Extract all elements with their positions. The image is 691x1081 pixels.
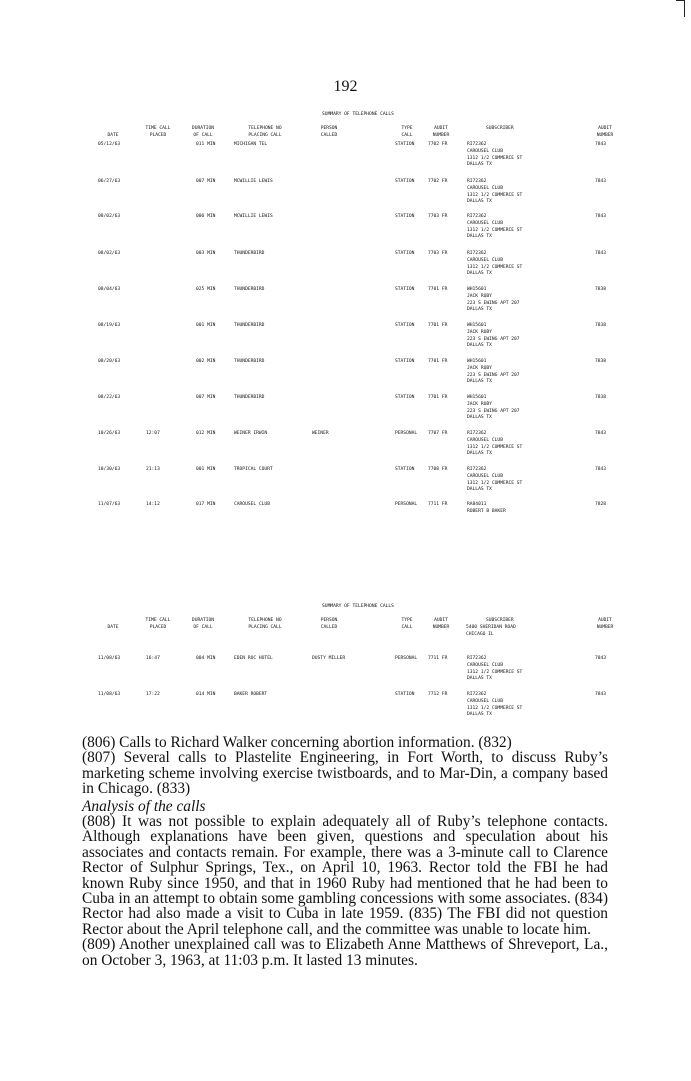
column-header-line: SUBSCRIBER xyxy=(486,126,514,131)
cell-type: STATION xyxy=(395,214,415,219)
column-header-line: OF CALL xyxy=(193,624,213,630)
cell-date: 08/04/63 xyxy=(98,287,121,292)
cell-duration: 012 MIN xyxy=(196,431,216,436)
subscriber-line: DALLAS TX xyxy=(467,379,492,385)
cell-time: 17:22 xyxy=(146,692,160,697)
cell-date: 08/02/63 xyxy=(98,214,121,219)
cell-duration: 017 MIN xyxy=(196,502,216,507)
table-caption: SUMMARY OF TELEPHONE CALLS xyxy=(322,604,394,609)
column-header-audit2 xyxy=(592,126,618,140)
subscriber-line: DALLAS TX xyxy=(467,162,492,168)
subscriber-line: DALLAS TX xyxy=(467,271,492,277)
cell-audit2: 7838 xyxy=(595,287,607,292)
cell-duration: 011 MIN xyxy=(196,142,216,147)
cell-audit: 7701 FR xyxy=(428,395,448,400)
subscriber-line: DALLAS TX xyxy=(467,199,492,205)
cell-audit: 7703 FR xyxy=(428,214,448,219)
column-header-line: TYPE xyxy=(401,126,413,131)
subscriber-line: RA84011 xyxy=(467,502,487,507)
paragraph-808: (808) It was not possible to explain adequately all of Ruby’s telephone contacts. Although explanations have been given, questions and speculation about his associates and contacts remain. For example, there was a 3-minute call to Clarence Rector of Sulphur Springs, Tex., on April 10, 1963. Rector told the FBI he had known Ruby since 1950, and that in 1960 Ruby had mentioned that he had been to Cuba in an attempt to obtain some gambling concessions with some associates. (834) Rector had also made a visit to Cuba in late 1959. (835) The FBI did not question Rector about the April telephone call, and the committee was unable to locate him. xyxy=(82,813,608,938)
cell-audit: 7702 FR xyxy=(428,142,448,147)
page-corner-mark xyxy=(676,0,685,17)
column-header-telephone xyxy=(234,126,296,140)
subscriber-line: 1312 1/2 COMMERCE ST xyxy=(467,669,523,675)
subscriber-line: DALLAS TX xyxy=(467,415,492,421)
cell-duration: 007 MIN xyxy=(196,395,216,400)
cell-type: STATION xyxy=(395,179,415,184)
body-text xyxy=(82,735,608,968)
cell-duration: 004 MIN xyxy=(196,656,216,661)
cell-telephone: MICHIGAN TEL xyxy=(234,142,268,147)
subscriber-line: 223 S EWING APT 207 xyxy=(467,300,520,306)
column-header-line: TELEPHONE NO xyxy=(248,618,282,623)
column-header-line: DATE xyxy=(107,132,119,138)
cell-type: STATION xyxy=(395,359,415,364)
column-header-line: TYPE xyxy=(401,618,413,623)
column-header-line: CALLED xyxy=(320,624,338,630)
cell-telephone: THUNDERBIRD xyxy=(234,287,265,292)
cell-subscriber xyxy=(467,692,522,719)
subscriber-line: DALLAS TX xyxy=(467,343,492,349)
subscriber-line: JACK RUBY xyxy=(467,401,492,407)
cell-type: STATION xyxy=(395,251,415,256)
subscriber-line: 223 S EWING APT 207 xyxy=(467,408,520,414)
cell-audit: 7711 FR xyxy=(428,502,448,507)
cell-telephone: THUNDERBIRD xyxy=(234,323,265,328)
cell-telephone: BAKER ROBERT xyxy=(234,692,268,697)
column-header-audit xyxy=(428,126,454,140)
cell-audit2: 7838 xyxy=(595,395,607,400)
column-header-subscriber xyxy=(486,126,596,133)
column-header-line: AUDIT xyxy=(434,618,448,623)
cell-time: 21:13 xyxy=(146,467,160,472)
cell-subscriber xyxy=(467,656,522,683)
cell-duration: 003 MIN xyxy=(196,251,216,256)
subscriber-line: RI72362 xyxy=(467,251,487,256)
cell-telephone: EDEN ROC HOTEL xyxy=(234,656,273,661)
subscriber-line: RI72362 xyxy=(467,692,487,697)
subscriber-line: DALLAS TX xyxy=(467,676,492,682)
cell-date: 10/26/63 xyxy=(98,431,121,436)
column-header-audit xyxy=(428,618,454,632)
cell-subscriber xyxy=(467,431,522,458)
cell-telephone: MCWILLIE LEWIS xyxy=(234,214,273,219)
cell-audit: 7711 FR xyxy=(428,656,448,661)
cell-audit2: 7838 xyxy=(595,359,607,364)
cell-time: 12:07 xyxy=(146,431,160,436)
cell-date: 08/20/63 xyxy=(98,359,121,364)
cell-type: STATION xyxy=(395,395,415,400)
column-header-line: 5400 SHERIDAN ROAD xyxy=(466,624,516,630)
column-header-line: TELEPHONE NO xyxy=(248,126,282,131)
column-header-line: DATE xyxy=(107,624,119,630)
cell-person: WEINER xyxy=(312,431,329,436)
cell-type: PERSONAL xyxy=(395,431,418,436)
subscriber-line: RI72362 xyxy=(467,656,487,661)
cell-duration: 001 MIN xyxy=(196,323,216,328)
cell-type: STATION xyxy=(395,323,415,328)
subscriber-line: WH15601 xyxy=(467,395,487,400)
column-header-line: AUDIT xyxy=(598,618,612,623)
column-header-line: PERSON xyxy=(320,618,338,623)
telephone-calls-table-2 xyxy=(98,604,618,724)
paragraph-807: (807) Several calls to Plastelite Engineering, in Fort Worth, to discuss Ruby’s marketing scheme involving exercise twistboards, and to Mar-Din, a company based in Chicago. (833) xyxy=(82,749,608,798)
cell-date: 11/07/63 xyxy=(98,502,121,507)
column-header-line: PLACING CALL xyxy=(248,132,282,138)
cell-type: STATION xyxy=(395,287,415,292)
column-header-line: DURATION xyxy=(191,618,215,623)
column-header-person xyxy=(310,618,348,632)
cell-duration: 007 MIN xyxy=(196,179,216,184)
subscriber-line: CAROUSEL CLUB xyxy=(467,185,503,191)
subscriber-line: RI72362 xyxy=(467,142,487,147)
column-header-time xyxy=(144,618,172,632)
column-header-line: CALLED xyxy=(320,132,338,138)
subscriber-line: JACK RUBY xyxy=(467,365,492,371)
cell-date: 11/08/63 xyxy=(98,656,121,661)
column-header-line: CALL xyxy=(401,132,413,138)
column-header-type xyxy=(394,618,420,632)
cell-subscriber xyxy=(467,287,520,314)
column-header-line: NUMBER xyxy=(432,132,450,138)
cell-audit2: 7843 xyxy=(595,214,607,219)
column-header-duration xyxy=(188,126,218,140)
cell-telephone: TROPICAL COURT xyxy=(234,467,273,472)
cell-telephone: CAROUSEL CLUB xyxy=(234,502,270,507)
column-header-line: NUMBER xyxy=(432,624,450,630)
cell-audit2: 7843 xyxy=(595,179,607,184)
cell-audit2: 7838 xyxy=(595,323,607,328)
cell-audit2: 7843 xyxy=(595,467,607,472)
cell-audit: 7702 FR xyxy=(428,179,448,184)
cell-subscriber xyxy=(467,251,522,278)
cell-date: 10/30/63 xyxy=(98,467,121,472)
column-header-line: CALL xyxy=(401,624,413,630)
subscriber-line: DALLAS TX xyxy=(467,234,492,240)
cell-telephone: THUNDERBIRD xyxy=(234,395,265,400)
cell-type: PERSONAL xyxy=(395,502,418,507)
column-header-line: SUBSCRIBER xyxy=(486,618,514,623)
cell-audit2: 7843 xyxy=(595,656,607,661)
column-header-line: AUDIT xyxy=(434,126,448,131)
column-header-subscriber xyxy=(466,618,596,638)
subscriber-line: DALLAS TX xyxy=(467,487,492,493)
cell-telephone: WEINER IRWIN xyxy=(234,431,268,436)
cell-duration: 002 MIN xyxy=(196,359,216,364)
cell-audit2: 7843 xyxy=(595,251,607,256)
subscriber-line: CAROUSEL CLUB xyxy=(467,148,503,154)
paragraph-809: (809) Another unexplained call was to Elizabeth Anne Matthews of Shreveport, La., on October 3, 1963, at 11:03 p.m. It lasted 13 minutes. xyxy=(82,936,608,969)
section-heading: Analysis of the calls xyxy=(82,797,206,815)
column-header-duration xyxy=(188,618,218,632)
column-header-type xyxy=(394,126,420,140)
cell-date: 08/19/63 xyxy=(98,323,121,328)
cell-audit: 7707 FR xyxy=(428,431,448,436)
cell-type: PERSONAL xyxy=(395,656,418,661)
subscriber-line: DALLAS TX xyxy=(467,451,492,457)
cell-audit: 7701 FR xyxy=(428,287,448,292)
cell-telephone: THUNDERBIRD xyxy=(234,359,265,364)
column-header-line: AUDIT xyxy=(598,126,612,131)
column-header-line: PERSON xyxy=(320,126,338,131)
telephone-calls-table-1 xyxy=(98,112,618,522)
subscriber-line: CAROUSEL CLUB xyxy=(467,473,503,479)
column-header-audit2 xyxy=(592,618,618,632)
subscriber-line: RI72362 xyxy=(467,431,487,436)
page-number: 192 xyxy=(333,78,358,95)
subscriber-line: 1312 1/2 COMMERCE ST xyxy=(467,480,523,486)
cell-subscriber xyxy=(467,359,520,386)
cell-audit: 7708 FR xyxy=(428,467,448,472)
column-header-line: TIME CALL xyxy=(145,618,171,623)
cell-duration: 006 MIN xyxy=(196,214,216,219)
subscriber-line: 1312 1/2 COMMERCE ST xyxy=(467,155,523,161)
column-header-line: PLACING CALL xyxy=(248,624,282,630)
column-header-line: CHICAGO IL xyxy=(466,631,494,637)
column-header-person xyxy=(310,126,348,140)
cell-date: 05/12/63 xyxy=(98,142,121,147)
subscriber-line: CAROUSEL CLUB xyxy=(467,698,503,704)
cell-subscriber xyxy=(467,467,522,494)
subscriber-line: RI72362 xyxy=(467,179,487,184)
cell-time: 14:12 xyxy=(146,502,160,507)
subscriber-line: RI72362 xyxy=(467,467,487,472)
cell-audit2: 7843 xyxy=(595,692,607,697)
column-header-telephone xyxy=(234,618,296,632)
cell-subscriber xyxy=(467,142,522,169)
table-caption: SUMMARY OF TELEPHONE CALLS xyxy=(322,112,394,117)
column-header-line: OF CALL xyxy=(193,132,213,138)
cell-date: 08/02/63 xyxy=(98,251,121,256)
cell-date: 11/08/63 xyxy=(98,692,121,697)
column-header-line: PLACED xyxy=(149,624,167,630)
subscriber-line: DALLAS TX xyxy=(467,307,492,313)
subscriber-line: 1312 1/2 COMMERCE ST xyxy=(467,264,523,270)
subscriber-line: DALLAS TX xyxy=(467,712,492,718)
column-header-line: NUMBER xyxy=(596,624,614,630)
column-header-line: NUMBER xyxy=(596,132,614,138)
column-header-line: DURATION xyxy=(191,126,215,131)
cell-time: 16:47 xyxy=(146,656,160,661)
cell-subscriber xyxy=(467,323,520,350)
subscriber-line: 1312 1/2 COMMERCE ST xyxy=(467,444,523,450)
subscriber-line: WH15601 xyxy=(467,323,487,328)
cell-audit: 7701 FR xyxy=(428,359,448,364)
cell-audit2: 7828 xyxy=(595,502,607,507)
subscriber-line: 1312 1/2 COMMERCE ST xyxy=(467,192,523,198)
subscriber-line: WH15601 xyxy=(467,359,487,364)
cell-audit2: 7843 xyxy=(595,142,607,147)
cell-audit2: 7843 xyxy=(595,431,607,436)
cell-duration: 014 MIN xyxy=(196,692,216,697)
paragraph-806: (806) Calls to Richard Walker concerning abortion information. (832) xyxy=(82,734,512,751)
cell-subscriber xyxy=(467,179,522,206)
cell-subscriber xyxy=(467,214,522,241)
subscriber-line: 1312 1/2 COMMERCE ST xyxy=(467,705,523,711)
cell-person: DUSTY MILLER xyxy=(312,656,346,661)
subscriber-line: ROBERT B BAKER xyxy=(467,508,506,514)
subscriber-line: RI72362 xyxy=(467,214,487,219)
cell-date: 06/27/63 xyxy=(98,179,121,184)
subscriber-line: CAROUSEL CLUB xyxy=(467,437,503,443)
subscriber-line: JACK RUBY xyxy=(467,293,492,299)
subscriber-line: CAROUSEL CLUB xyxy=(467,257,503,263)
cell-subscriber xyxy=(467,502,506,516)
cell-type: STATION xyxy=(395,142,415,147)
column-header-time xyxy=(144,126,172,140)
column-header-line: PLACED xyxy=(149,132,167,138)
subscriber-line: WH15601 xyxy=(467,287,487,292)
column-header-date xyxy=(98,133,128,140)
cell-duration: 001 MIN xyxy=(196,467,216,472)
cell-date: 08/22/63 xyxy=(98,395,121,400)
cell-subscriber xyxy=(467,395,520,422)
cell-audit: 7712 FR xyxy=(428,692,448,697)
column-header-line: TIME CALL xyxy=(145,126,171,131)
cell-duration: 025 MIN xyxy=(196,287,216,292)
cell-type: STATION xyxy=(395,692,415,697)
subscriber-line: 1312 1/2 COMMERCE ST xyxy=(467,227,523,233)
cell-audit: 7701 FR xyxy=(428,323,448,328)
cell-type: STATION xyxy=(395,467,415,472)
cell-telephone: THUNDERBIRD xyxy=(234,251,265,256)
subscriber-line: JACK RUBY xyxy=(467,329,492,335)
cell-telephone: MCWILLIE LEWIS xyxy=(234,179,273,184)
subscriber-line: 223 S EWING APT 207 xyxy=(467,336,520,342)
column-header-date xyxy=(98,625,128,632)
subscriber-line: 223 S EWING APT 207 xyxy=(467,372,520,378)
subscriber-line: CAROUSEL CLUB xyxy=(467,220,503,226)
subscriber-line: CAROUSEL CLUB xyxy=(467,662,503,668)
cell-audit: 7703 FR xyxy=(428,251,448,256)
